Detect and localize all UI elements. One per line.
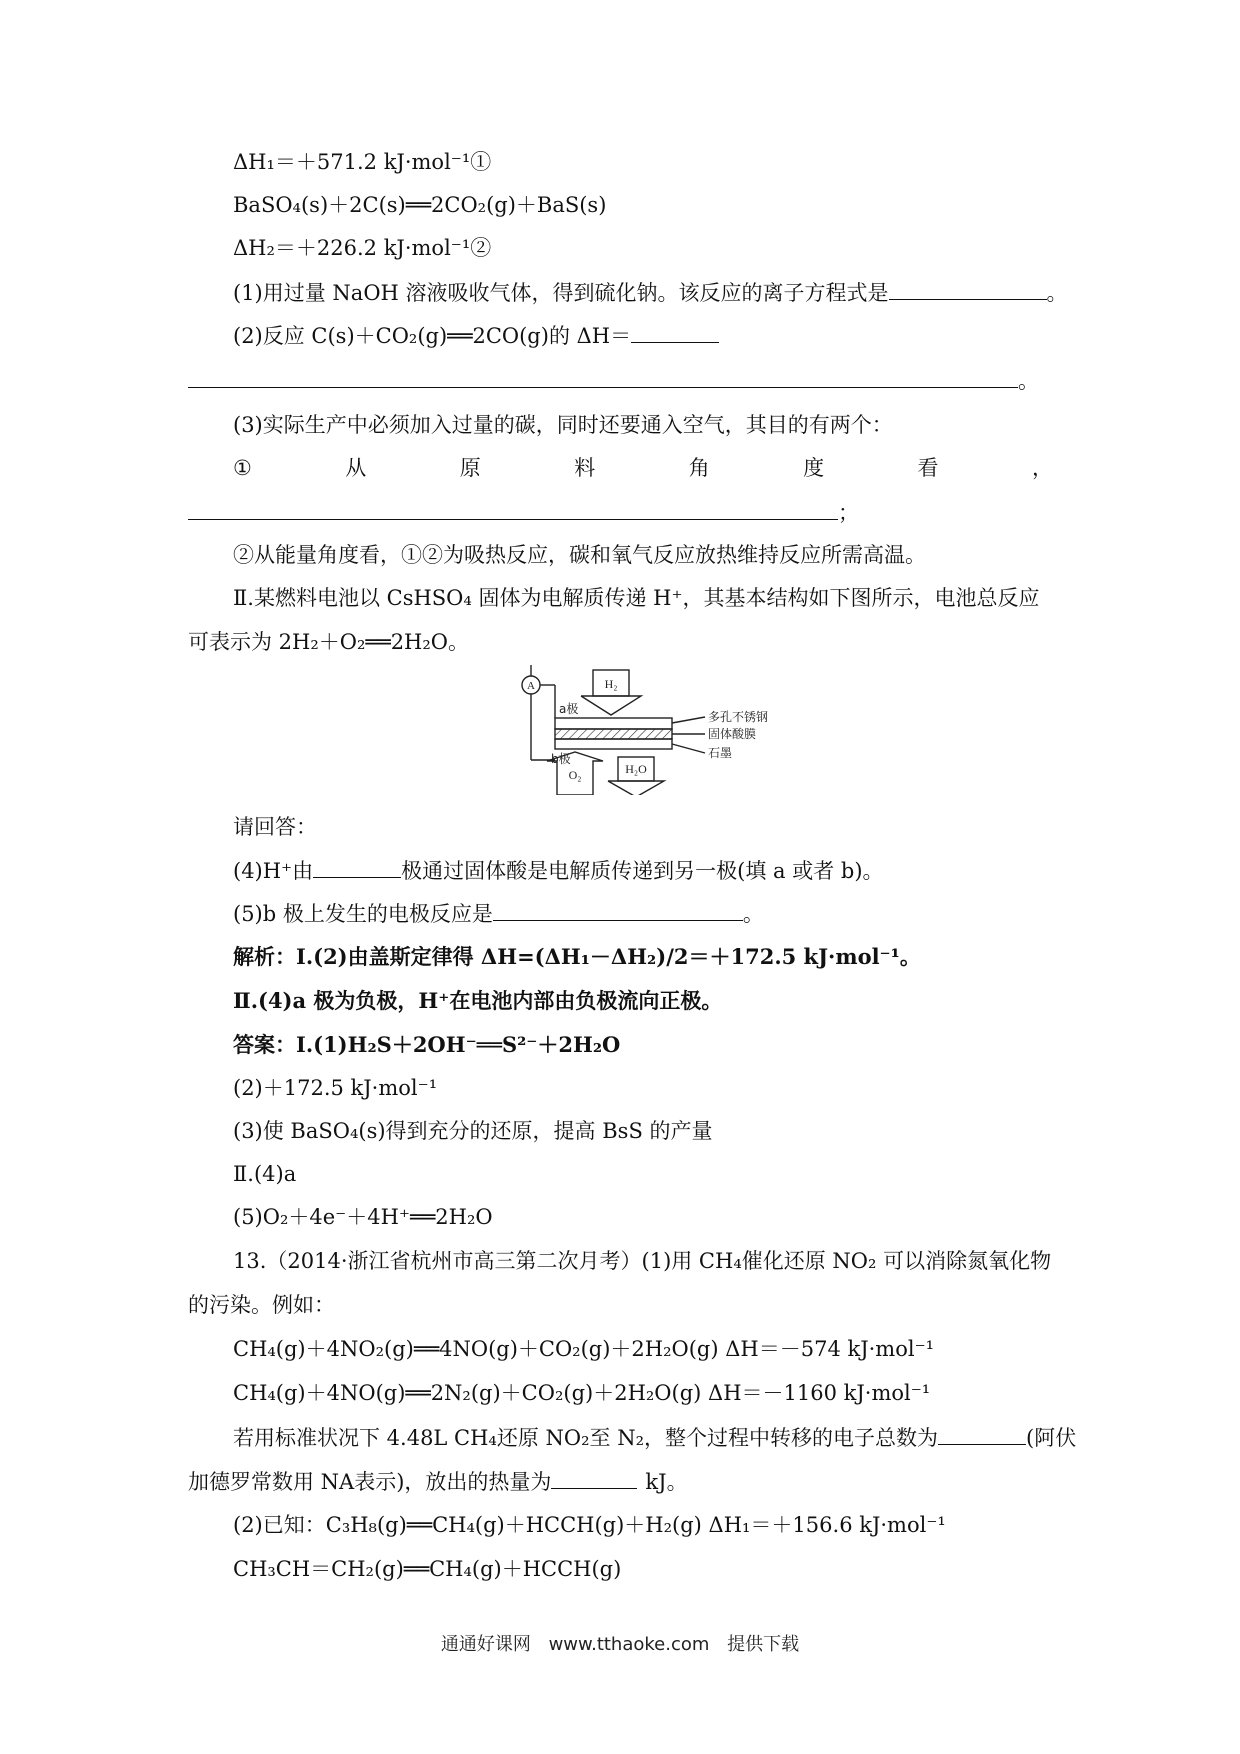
answer-blank-1 [889, 277, 1047, 300]
page-footer [0, 1630, 1240, 1656]
part2-intro-line1: Ⅱ.某燃料电池以 CsHSO₄ 固体为电解质传递 H⁺，其基本结构如下图所示，电池总反应 [233, 586, 1040, 610]
question-2-continuation: 。 [188, 365, 1039, 396]
o2-label: O₂ [568, 768, 582, 782]
equation-ch4-no: CH₄(g)＋4NO(g)══2N₂(g)＋CO₂(g)＋2H₂O(g) ΔH＝－1160 kJ·mol⁻¹ [233, 1381, 931, 1405]
problem-13-line2: 的污染。例如： [188, 1293, 335, 1317]
answer-blank-2a [631, 320, 719, 343]
footer-note: 提供下载 [727, 1634, 800, 1655]
fuel-cell-diagram [515, 665, 795, 795]
question-3-sub2: ②从能量角度看，①②为吸热反应，碳和氧气反应放热维持反应所需高温。 [233, 543, 926, 567]
answer-line3: (3)使 BaSO₄(s)得到充分的还原，提高 BsS 的产量 [233, 1119, 713, 1143]
delta-h1-line: ΔH₁＝＋571.2 kJ·mol⁻¹① [233, 150, 492, 174]
please-answer: 请回答： [233, 815, 317, 839]
question-1-text: (1)用过量 NaOH 溶液吸收气体，得到硫化钠。该反应的离子方程式是 [233, 281, 889, 305]
question-4: (4)H⁺由 极通过固体酸是电解质传递到另一极(填 a 或者 b)。 [233, 855, 884, 886]
h2-label: H₂ [604, 677, 618, 691]
solid-acid-membrane [555, 729, 672, 739]
problem-13-line1: 13.（2014·浙江省杭州市高三第二次月考）(1)用 CH₄催化还原 NO₂ 可以消除氮氧化物 [233, 1249, 1052, 1273]
answer-line5: (5)O₂＋4e⁻＋4H⁺══2H₂O [233, 1205, 493, 1229]
question-3: (3)实际生产中必须加入过量的碳，同时还要通入空气，其目的有两个： [233, 413, 893, 437]
equation-baso4: BaSO₄(s)＋2C(s)══2CO₂(g)＋BaS(s) [233, 193, 607, 217]
answer-blank-4 [313, 855, 401, 878]
porous-steel-label: 多孔不锈钢 [708, 710, 769, 724]
equation-ch4-no2: CH₄(g)＋4NO₂(g)══4NO(g)＋CO₂(g)＋2H₂O(g) ΔH＝－574 kJ·mol⁻¹ [233, 1337, 935, 1361]
graphite-label: 石墨 [708, 746, 733, 760]
answer-blank-5 [493, 898, 743, 921]
answer-line4: Ⅱ.(4)a [233, 1162, 297, 1186]
problem-13-question-line1: 若用标准状况下 4.48L CH₄还原 NO₂至 N₂，整个过程中转移的电子总数为 (阿伏 [233, 1422, 1076, 1453]
question-5: (5)b 极上发生的电极反应是 。 [233, 898, 764, 929]
analysis-line2: Ⅱ.(4)a 极为负极，H⁺在电池内部由负极流向正极。 [233, 988, 723, 1013]
answer-line2: (2)＋172.5 kJ·mol⁻¹ [233, 1076, 438, 1100]
answer-blank-3 [188, 497, 838, 520]
question-2-text: (2)反应 C(s)＋CO₂(g)══2CO(g)的 ΔH＝ [233, 324, 632, 348]
solid-acid-label: 固体酸膜 [708, 727, 757, 741]
delta-h2-line: ΔH₂＝＋226.2 kJ·mol⁻¹② [233, 236, 492, 260]
ammeter-label: A [527, 680, 535, 692]
answer-blank-6 [938, 1422, 1026, 1445]
question-3-sub1-blank: ； [188, 497, 859, 528]
porous-steel-plate [555, 718, 672, 729]
question-1: (1)用过量 NaOH 溶液吸收气体，得到硫化钠。该反应的离子方程式是 。 [233, 277, 1068, 308]
answer-blank-2b [188, 365, 1018, 388]
answer-blank-7 [551, 1466, 637, 1489]
graphite-plate [555, 739, 672, 749]
part2-intro-line2: 可表示为 2H₂＋O₂══2H₂O。 [188, 630, 469, 654]
a-pole-label: a极 [559, 702, 579, 716]
answer-line1: 答案：Ⅰ.(1)H₂S＋2OH⁻══S²⁻＋2H₂O [233, 1032, 621, 1057]
question-3-sub1-spread: ① 从 原 料 角 度 看 ， [233, 456, 1053, 480]
b-pole-label: b极 [551, 752, 571, 766]
analysis-line1: 解析：Ⅰ.(2)由盖斯定律得 ΔH=(ΔH₁－ΔH₂)/2＝＋172.5 kJ·mol⁻¹。 [233, 944, 921, 969]
problem-13-question-line2: 加德罗常数用 NA表示)，放出的热量为 kJ。 [188, 1466, 688, 1497]
problem-13-part2: (2)已知：C₃H₈(g)══CH₄(g)＋HCCH(g)＋H₂(g) ΔH₁＝＋156.6 kJ·mol⁻¹ [233, 1513, 946, 1537]
question-2 [233, 320, 719, 351]
footer-site: 通通好课网 [440, 1634, 531, 1655]
footer-url[interactable]: www.tthaoke.com [548, 1634, 710, 1655]
problem-13-part2-eq2: CH₃CH＝CH₂(g)══CH₄(g)＋HCCH(g) [233, 1557, 622, 1581]
h2o-label: H₂O [625, 762, 647, 776]
